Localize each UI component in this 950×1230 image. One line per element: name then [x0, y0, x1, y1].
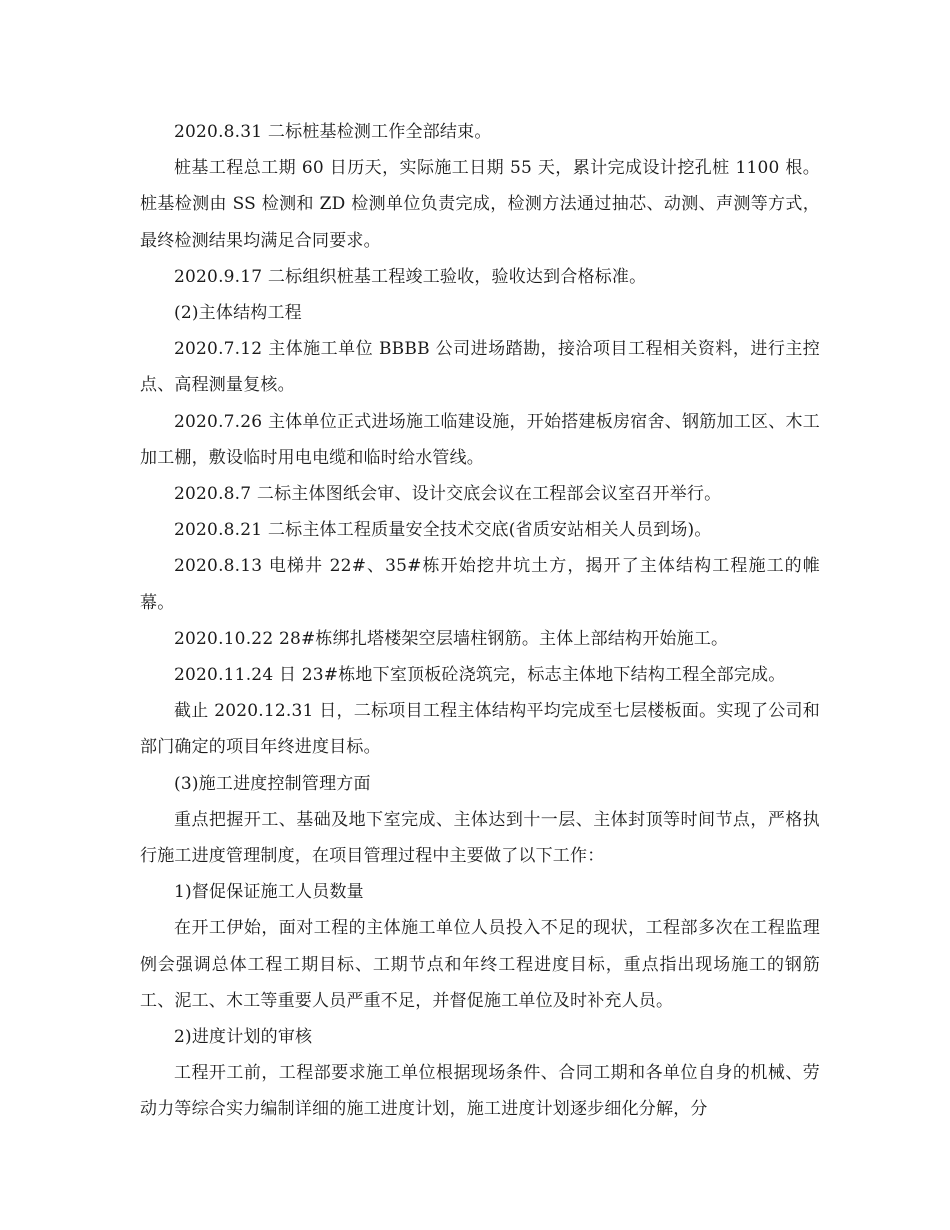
paragraph-temporary-facilities: 2020.7.26 主体单位正式进场施工临建设施，开始搭建板房宿舍、钢筋加工区、木工加工棚，敷设临时用电电缆和临时给水管线。: [140, 411, 820, 468]
heading-plan-review: 2)进度计划的审核: [174, 1027, 313, 1048]
paragraph-staffing: 在开工伊始，面对工程的主体施工单位人员投入不足的现状，工程部多次在工程监理例会强调总体工程工期目标、工期节点和年终工程进度目标，重点指出现场施工的钢筋工、泥工、木工等重要人员严重不足，并督促施工单位及时补充人员。: [140, 918, 820, 1011]
paragraph-pile-test-complete: 2020.8.31 二标桩基检测工作全部结束。: [174, 122, 492, 142]
heading-main-structure: (2)主体结构工程: [174, 303, 302, 324]
paragraph-site-survey: 2020.7.12 主体施工单位 BBBB 公司进场踏勘，接洽项目工程相关资料，进行主控点、高程测量复核。: [140, 339, 820, 396]
paragraph-basement-roof: 2020.11.24 日 23#栋地下室顶板砼浇筑完，标志主体地下结构工程全部完成。: [174, 665, 786, 686]
paragraph-year-end-progress: 截止 2020.12.31 日，二标项目工程主体结构平均完成至七层楼板面。实现了公司和部门确定的项目年终进度目标。: [140, 701, 820, 758]
heading-staffing: 1)督促保证施工人员数量: [174, 882, 364, 903]
paragraph-drawing-review: 2020.8.7 二标主体图纸会审、设计交底会议在工程部会议室召开举行。: [174, 484, 722, 505]
paragraph-pile-acceptance: 2020.9.17 二标组织桩基工程竣工验收，验收达到合格标准。: [174, 266, 647, 287]
paragraph-pile-summary: 桩基工程总工期 60 日历天，实际施工日期 55 天，累计完成设计挖孔桩 1100 根。桩基检测由 SS 检测和 ZD 检测单位负责完成，检测方法通过抽芯、动测、声测等方式，最终检测结果均满足合同要求。: [140, 158, 820, 251]
heading-schedule-control: (3)施工进度控制管理方面: [174, 773, 371, 794]
paragraph-safety-briefing: 2020.8.21 二标主体工程质量安全技术交底(省质安站相关人员到场)。: [174, 520, 712, 541]
paragraph-tower-rebar: 2020.10.22 28#栋绑扎塔楼架空层墙柱钢筋。主体上部结构开始施工。: [174, 628, 729, 649]
paragraph-key-milestones: 重点把握开工、基础及地下室完成、主体达到十一层、主体封顶等时间节点，严格执行施工进度管理制度，在项目管理过程中主要做了以下工作：: [140, 809, 820, 867]
paragraph-plan-review: 工程开工前，工程部要求施工单位根据现场条件、合同工期和各单位自身的机械、劳动力等综合实力编制详细的施工进度计划，施工进度计划逐步细化分解，分: [140, 1063, 820, 1120]
document-body: [140, 114, 820, 1128]
paragraph-elevator-pit: 2020.8.13 电梯井 22#、35#栋开始挖井坑土方，揭开了主体结构工程施工的帷幕。: [140, 556, 820, 613]
